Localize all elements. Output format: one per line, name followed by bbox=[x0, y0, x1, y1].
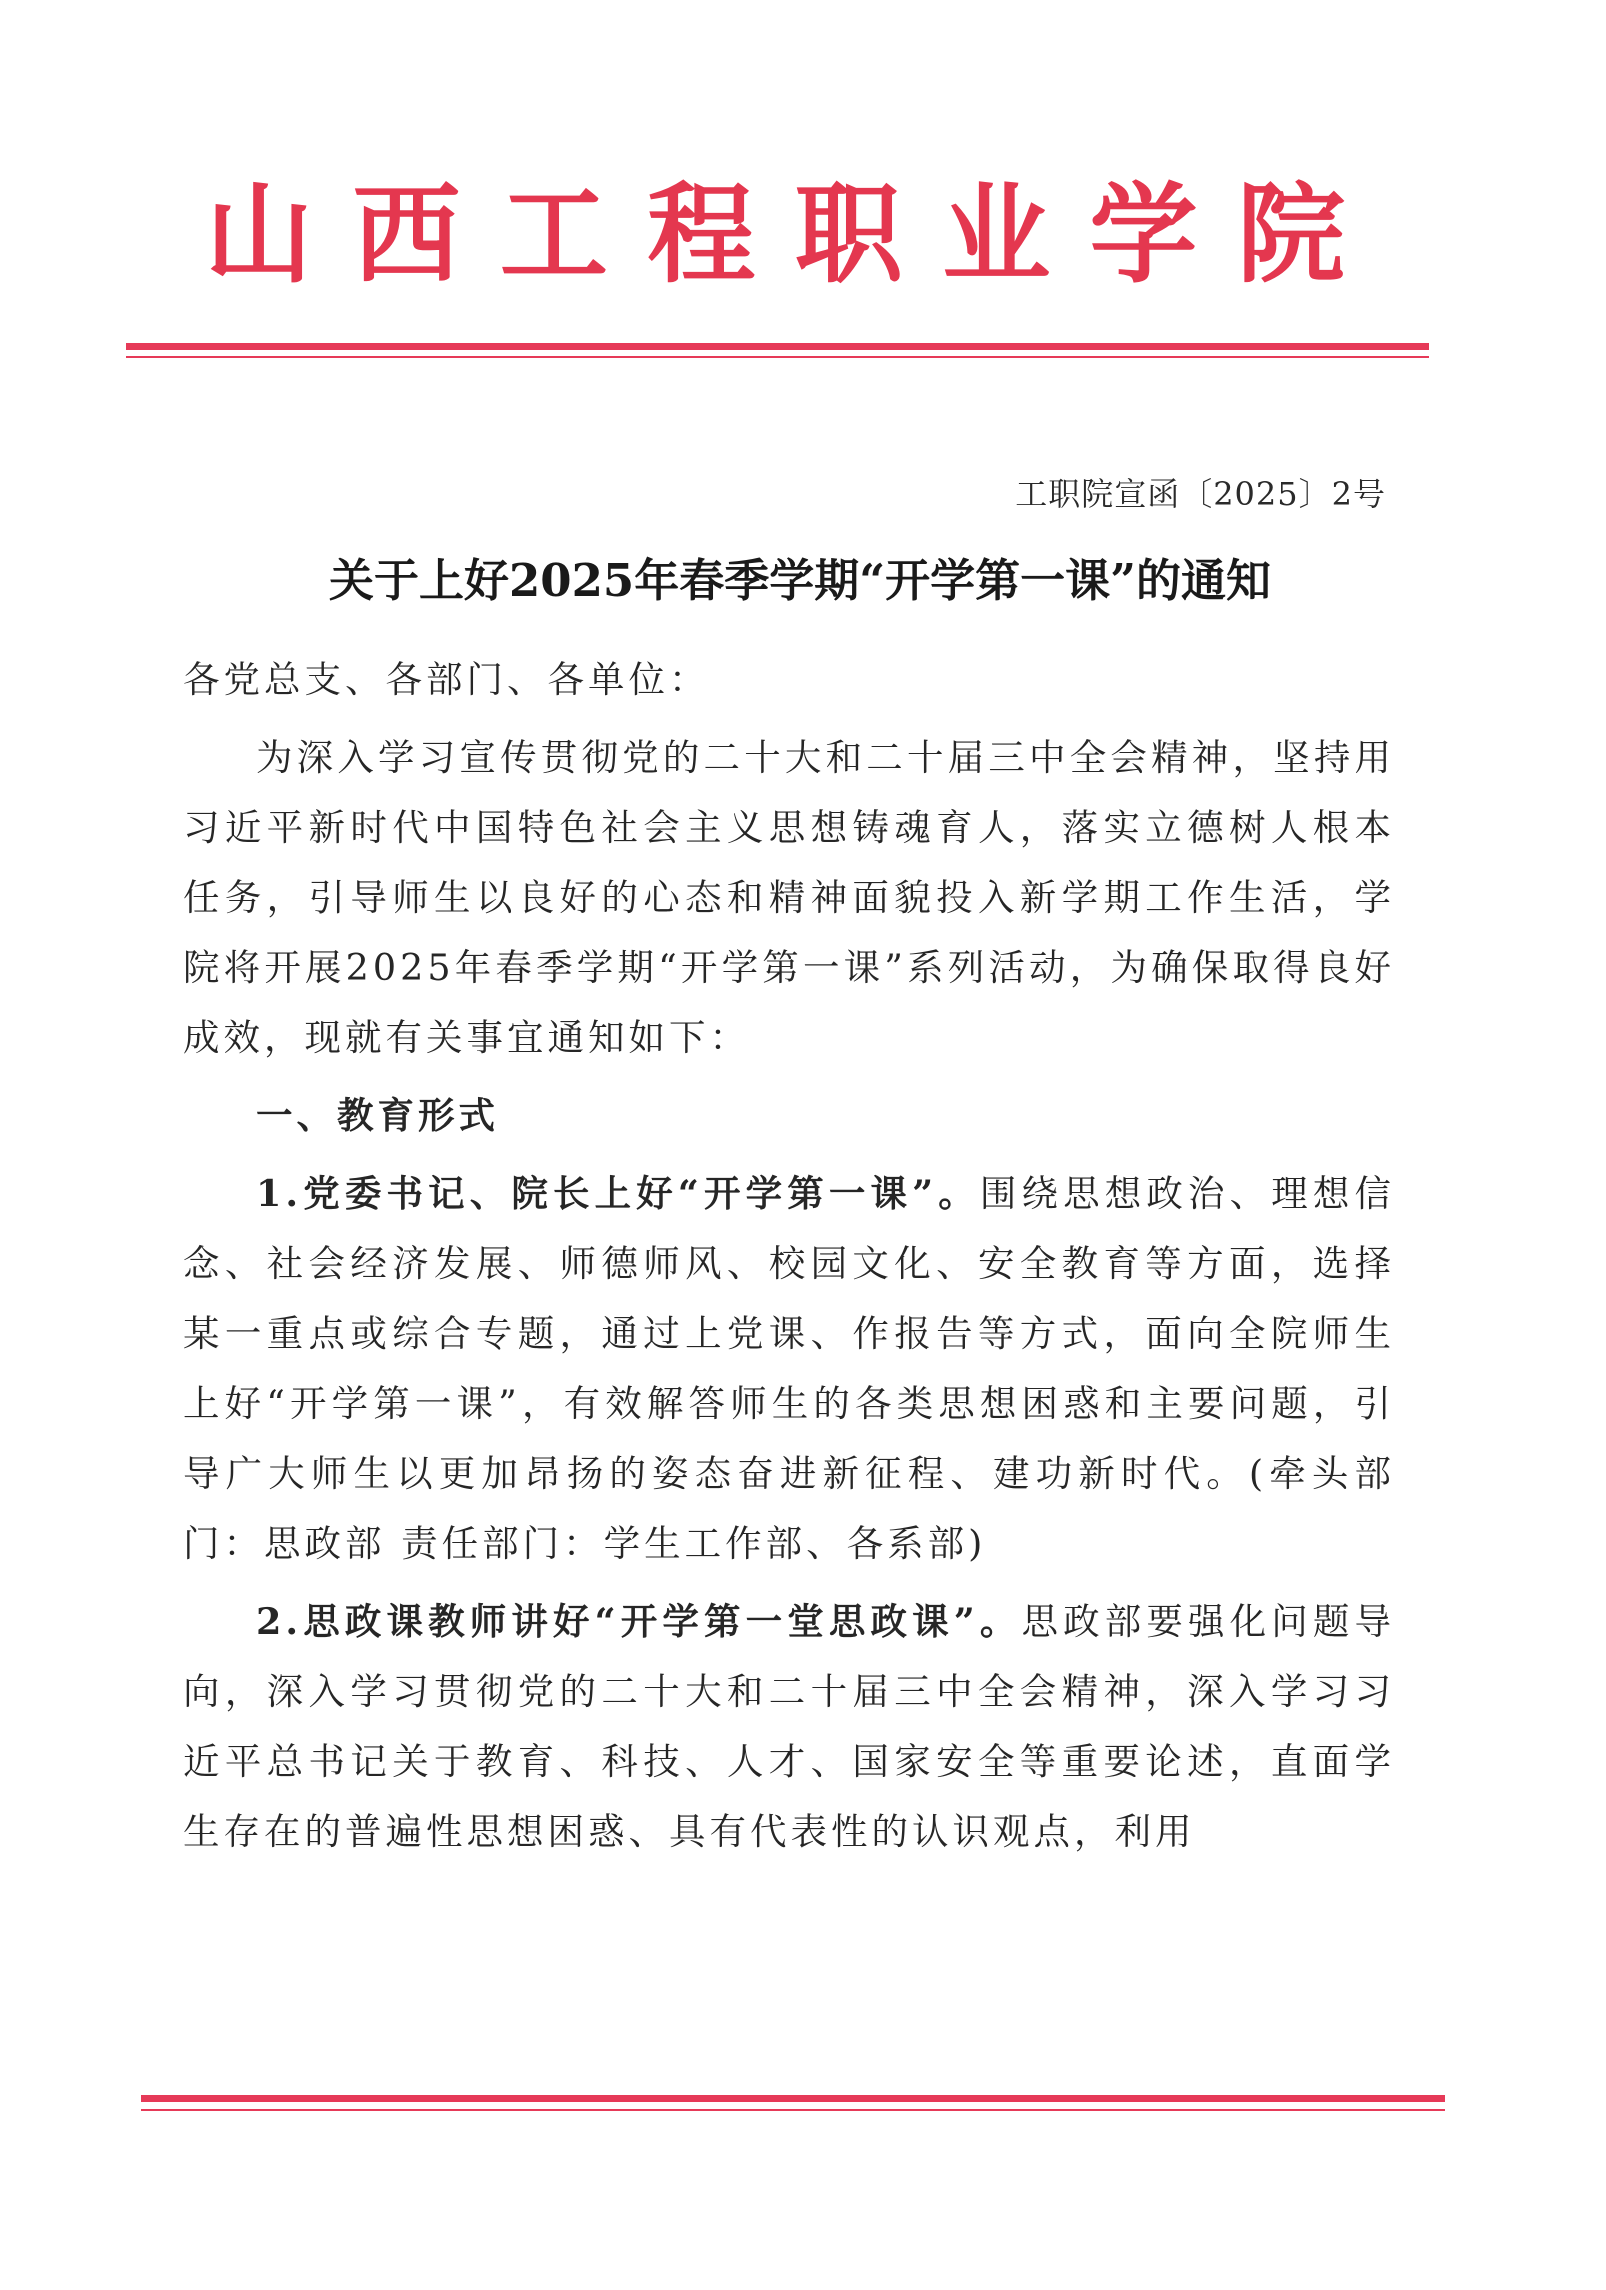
masthead-char: 学 bbox=[1089, 172, 1198, 298]
document-number: 工职院宣函〔2025〕2号 bbox=[1015, 475, 1386, 513]
item-1-paragraph bbox=[183, 1159, 1395, 1579]
masthead-char: 院 bbox=[1236, 172, 1345, 298]
masthead-char: 业 bbox=[942, 172, 1051, 298]
masthead-char: 程 bbox=[647, 172, 756, 298]
item-2-paragraph bbox=[183, 1587, 1395, 1867]
header-divider-thick bbox=[126, 343, 1429, 350]
notice-body bbox=[183, 645, 1395, 1867]
masthead-char: 工 bbox=[499, 172, 608, 298]
masthead-char: 职 bbox=[794, 172, 903, 298]
footer-divider-thick bbox=[141, 2095, 1445, 2102]
item-1-lead: 1.党委书记、院长上好“开学第一课”。 bbox=[256, 1172, 980, 1215]
masthead-char: 山 bbox=[205, 172, 314, 298]
notice-title: 关于上好2025年春季学期“开学第一课”的通知 bbox=[328, 554, 1271, 607]
masthead bbox=[205, 170, 1345, 300]
masthead-char: 西 bbox=[352, 172, 461, 298]
section-heading: 一、教育形式 bbox=[256, 1094, 499, 1137]
footer-divider-thin bbox=[141, 2109, 1445, 2111]
item-1-note: (牵头部门：思政部 责任部门：学生工作部、各系部) bbox=[183, 1452, 1396, 1565]
item-2-text: 思政部要强化问题导向，深入学习贯彻党的二十大和二十届三中全会精神，深入学习习近平总书记关于教育、科技、人才、国家安全等重要论述，直面学生存在的普遍性思想困惑、具有代表性的认识观点，利用 bbox=[183, 1600, 1396, 1853]
item-1-text: 围绕思想政治、理想信念、社会经济发展、师德师风、校园文化、安全教育等方面，选择某一重点或综合专题，通过上党课、作报告等方式，面向全院师生上好“开学第一课”，有效解答师生的各类思想困惑和主要问题，引导广大师生以更加昂扬的姿态奋进新征程、建功新时代。 bbox=[183, 1172, 1396, 1495]
intro-paragraph: 为深入学习宣传贯彻党的二十大和二十届三中全会精神，坚持用习近平新时代中国特色社会主义思想铸魂育人，落实立德树人根本任务，引导师生以良好的心态和精神面貌投入新学期工作生活，学院将开展2025年春季学期“开学第一课”系列活动，为确保取得良好成效，现就有关事宜通知如下： bbox=[183, 736, 1395, 1059]
header-divider-thin bbox=[126, 356, 1429, 358]
item-2-lead: 2.思政课教师讲好“开学第一堂思政课”。 bbox=[256, 1600, 1022, 1643]
salutation: 各党总支、各部门、各单位： bbox=[183, 658, 710, 701]
